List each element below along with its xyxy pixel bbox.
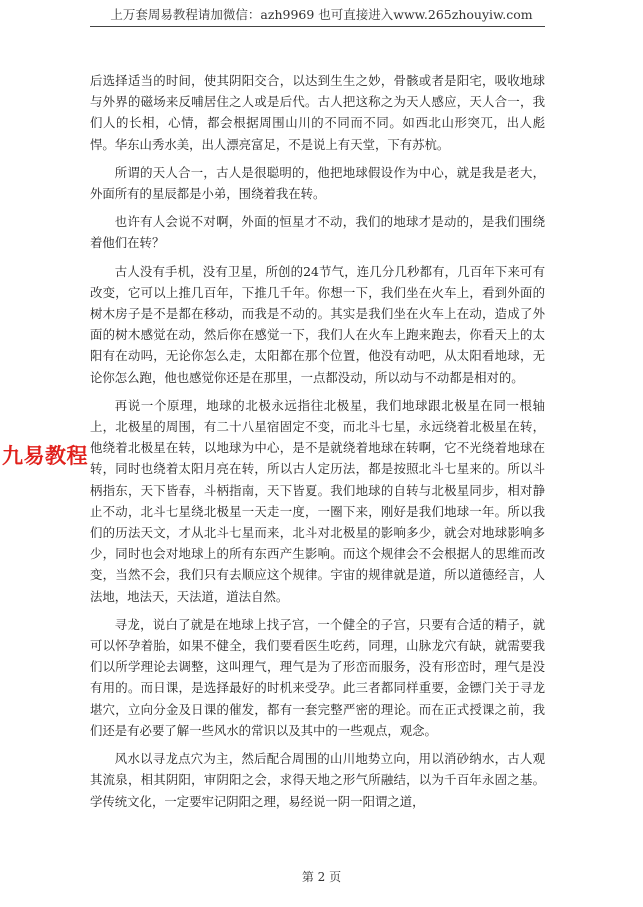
paragraph: 古人没有手机，没有卫星，所创的24节气，连几分几秒都有，几百年下来可有改变，它可以上推几百年，下推几千年。你想一下，我们坐在火车上，看到外面的树木房子是不是都在移动，而我是不动的。其实是我们坐在火车上在动，造成了外面的树木感觉在动，然后你在感觉一下，我们人在火车上跑来跑去，你看天上的太阳有在动吗，无论你怎么走，太阳都在那个位置，他没有动吧，从太阳看地球，无论你怎么跑，他也感觉你还是在那里，一点都没动，所以动与不动都是相对的。	[90, 263, 545, 385]
paragraph: 也许有人会说不对啊，外面的恒星才不动，我们的地球才是动的，是我们围绕着他们在转？	[90, 214, 545, 251]
page-header: 上万套周易教程请加微信：azh9969 也可直接进入www.265zhouyiw.com	[110, 7, 533, 22]
header-divider	[90, 26, 545, 27]
paragraph: 后选择适当的时间，使其阴阳交合，以达到生生之妙，骨骸或者是阳宅，吸收地球与外界的磁场来反哺居住之人或是后代。古人把这称之为天人感应，天人合一，我们人的长相，心情，都会根据周围山川的不同而不同。如西北山形突兀，出人彪悍。华东山秀水美，出人漂亮富足，不是说上有天堂，下有苏杭。	[90, 73, 545, 152]
paragraph: 所谓的天人合一，古人是很聪明的，他把地球假设作为中心，就是我是老大，外面所有的星辰都是小弟，围绕着我在转。	[90, 164, 545, 202]
paragraph: 风水以寻龙点穴为主，然后配合周围的山川地势立向，用以消砂纳水，古人观其流泉，相其阴阳，审阴阳之会，求得天地之形气所融结，以为千百年永固之基。学传统文化，一定要牢记阴阳之理，易经说一阴一阳谓之道，	[90, 751, 545, 809]
watermark-label: 九易教程	[2, 444, 88, 468]
paragraph: 寻龙，说白了就是在地球上找子宫，一个健全的子宫，只要有合适的精子，就可以怀孕着胎，如果不健全，我们要看医生吃药，同理，山脉龙穴有缺，就需要我们以所学理论去调整，这叫理气，理气是为了形峦而服务，没有形峦时，理气是没有用的。而日课，是选择最好的时机来受孕。此三者都同样重要，金镖门关于寻龙堪穴，立向分金及日课的催发，都有一套完整严密的理论。而在正式授课之前，我们还是有必要了解一些风水的常识以及其中的一些观点，观念。	[90, 616, 545, 738]
page-number: 第 2 页	[301, 870, 342, 884]
paragraph: 再说一个原理，地球的北极永远指往北极星，我们地球跟北极星在同一根轴上，北极星的周围，有二十八星宿固定不变，而北斗七星，永远绕着北极星在转，他绕着北极星在转，以地球为中心，是不是就绕着地球在转啊，它不光绕着地球在转，同时也绕着太阳月亮在转，所以古人定历法，都是按照北斗七星来的。所以斗柄指东，天下皆春，斗柄指南，天下皆夏。我们地球的自转与北极星同步，相对静止不动，北斗七星绕北极星一天走一度，一圈下来，刚好是我们地球一年。所以我们的历法天文，才从北斗七星而来，北斗对北极星的影响多少，就会对地球影响多少，同时也会对地球上的所有东西产生影响。而这个规律会不会根据人的思维而改变，当然不会，我们只有去顺应这个规律。宇宙的规律就是道，所以道德经言，人法地，地法天，天法道，道法自然。	[90, 397, 545, 604]
document-body	[90, 70, 545, 819]
